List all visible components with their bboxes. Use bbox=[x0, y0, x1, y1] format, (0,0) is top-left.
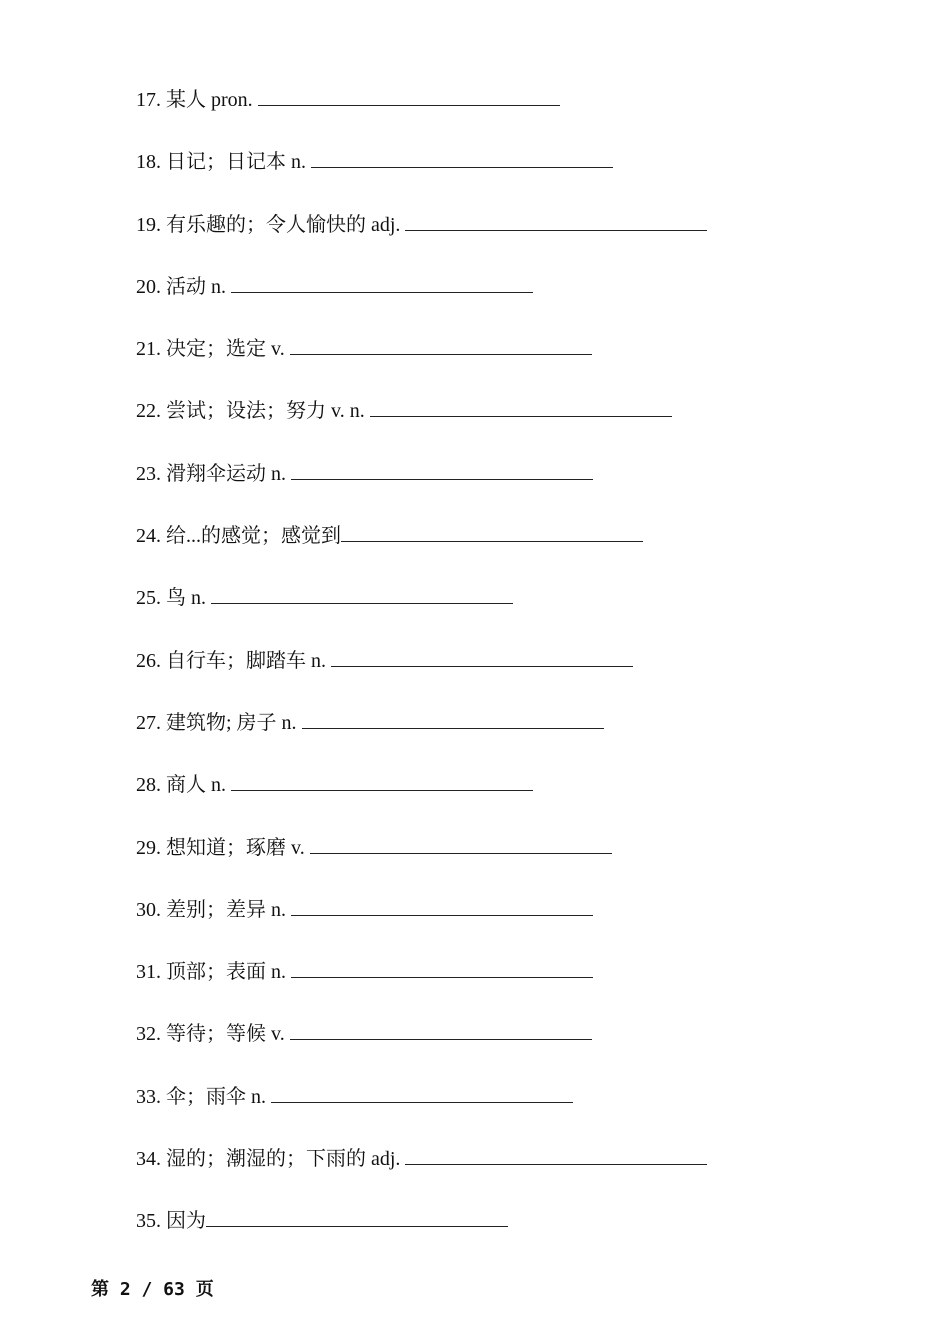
item-number: 32. bbox=[136, 1023, 161, 1046]
item-number: 19. bbox=[136, 213, 161, 236]
item-number: 31. bbox=[136, 961, 161, 984]
answer-blank[interactable] bbox=[341, 523, 643, 542]
item-prompt: 尝试；设法；努力 v. n. bbox=[166, 400, 370, 423]
item-prompt: 有乐趣的；令人愉快的 adj. bbox=[166, 213, 406, 236]
item-number: 20. bbox=[136, 275, 161, 298]
item-number: 22. bbox=[136, 400, 161, 423]
item-prompt: 活动 n. bbox=[166, 275, 231, 298]
item-prompt: 自行车；脚踏车 n. bbox=[166, 649, 331, 672]
exercise-item bbox=[136, 1205, 707, 1267]
item-prompt: 商人 n. bbox=[166, 774, 231, 797]
item-number: 25. bbox=[136, 587, 161, 610]
answer-blank[interactable] bbox=[405, 1146, 707, 1165]
item-number: 29. bbox=[136, 836, 161, 859]
item-prompt: 顶部；表面 n. bbox=[166, 961, 291, 984]
page-number-footer: 第 2 / 63 页 bbox=[91, 1279, 214, 1300]
item-number: 27. bbox=[136, 711, 161, 734]
answer-blank[interactable] bbox=[302, 710, 604, 729]
item-number: 34. bbox=[136, 1148, 161, 1171]
item-number: 21. bbox=[136, 338, 161, 361]
exercise-item bbox=[136, 645, 707, 707]
answer-blank[interactable] bbox=[290, 336, 592, 355]
item-prompt: 滑翔伞运动 n. bbox=[166, 462, 291, 485]
item-number: 33. bbox=[136, 1085, 161, 1108]
answer-blank[interactable] bbox=[405, 212, 707, 231]
item-number: 28. bbox=[136, 774, 161, 797]
answer-blank[interactable] bbox=[206, 1208, 508, 1227]
answer-blank[interactable] bbox=[231, 274, 533, 293]
answer-blank[interactable] bbox=[291, 959, 593, 978]
item-prompt: 想知道；琢磨 v. bbox=[166, 836, 310, 859]
answer-blank[interactable] bbox=[258, 87, 560, 106]
answer-blank[interactable] bbox=[291, 461, 593, 480]
exercise-item bbox=[136, 333, 707, 395]
answer-blank[interactable] bbox=[310, 835, 612, 854]
exercise-item bbox=[136, 1018, 707, 1080]
exercise-item bbox=[136, 707, 707, 769]
exercise-item bbox=[136, 84, 707, 146]
exercise-item bbox=[136, 209, 707, 271]
exercise-item bbox=[136, 146, 707, 208]
answer-blank[interactable] bbox=[370, 398, 672, 417]
item-prompt: 给...的感觉；感觉到 bbox=[166, 525, 341, 548]
item-prompt: 等待；等候 v. bbox=[166, 1023, 290, 1046]
item-number: 35. bbox=[136, 1210, 161, 1233]
item-prompt: 日记；日记本 n. bbox=[166, 151, 311, 174]
item-prompt: 因为 bbox=[166, 1210, 206, 1233]
answer-blank[interactable] bbox=[311, 149, 613, 168]
item-prompt: 某人 pron. bbox=[166, 89, 258, 111]
item-number: 23. bbox=[136, 462, 161, 485]
item-prompt: 湿的；潮湿的；下雨的 adj. bbox=[166, 1148, 406, 1171]
exercise-item bbox=[136, 1143, 707, 1205]
exercise-item bbox=[136, 582, 707, 644]
answer-blank[interactable] bbox=[331, 648, 633, 667]
answer-blank[interactable] bbox=[290, 1021, 592, 1040]
exercise-item bbox=[136, 769, 707, 831]
exercise-item bbox=[136, 956, 707, 1018]
item-number: 17. bbox=[136, 89, 161, 111]
item-number: 18. bbox=[136, 151, 161, 174]
exercise-item bbox=[136, 832, 707, 894]
answer-blank[interactable] bbox=[291, 897, 593, 916]
answer-blank[interactable] bbox=[271, 1084, 573, 1103]
item-prompt: 建筑物; 房子 n. bbox=[166, 711, 302, 734]
exercise-item bbox=[136, 520, 707, 582]
item-prompt: 鸟 n. bbox=[166, 587, 211, 610]
item-number: 30. bbox=[136, 898, 161, 921]
item-prompt: 决定；选定 v. bbox=[166, 338, 290, 361]
item-number: 24. bbox=[136, 525, 161, 548]
answer-blank[interactable] bbox=[211, 585, 513, 604]
answer-blank[interactable] bbox=[231, 772, 533, 791]
exercise-item bbox=[136, 1081, 707, 1143]
exercise-item bbox=[136, 395, 707, 457]
exercise-item bbox=[136, 894, 707, 956]
item-number: 26. bbox=[136, 649, 161, 672]
item-prompt: 伞；雨伞 n. bbox=[166, 1085, 271, 1108]
exercise-item bbox=[136, 458, 707, 520]
exercise-item bbox=[136, 271, 707, 333]
item-prompt: 差别；差异 n. bbox=[166, 898, 291, 921]
vocabulary-exercise-list bbox=[136, 84, 707, 1268]
